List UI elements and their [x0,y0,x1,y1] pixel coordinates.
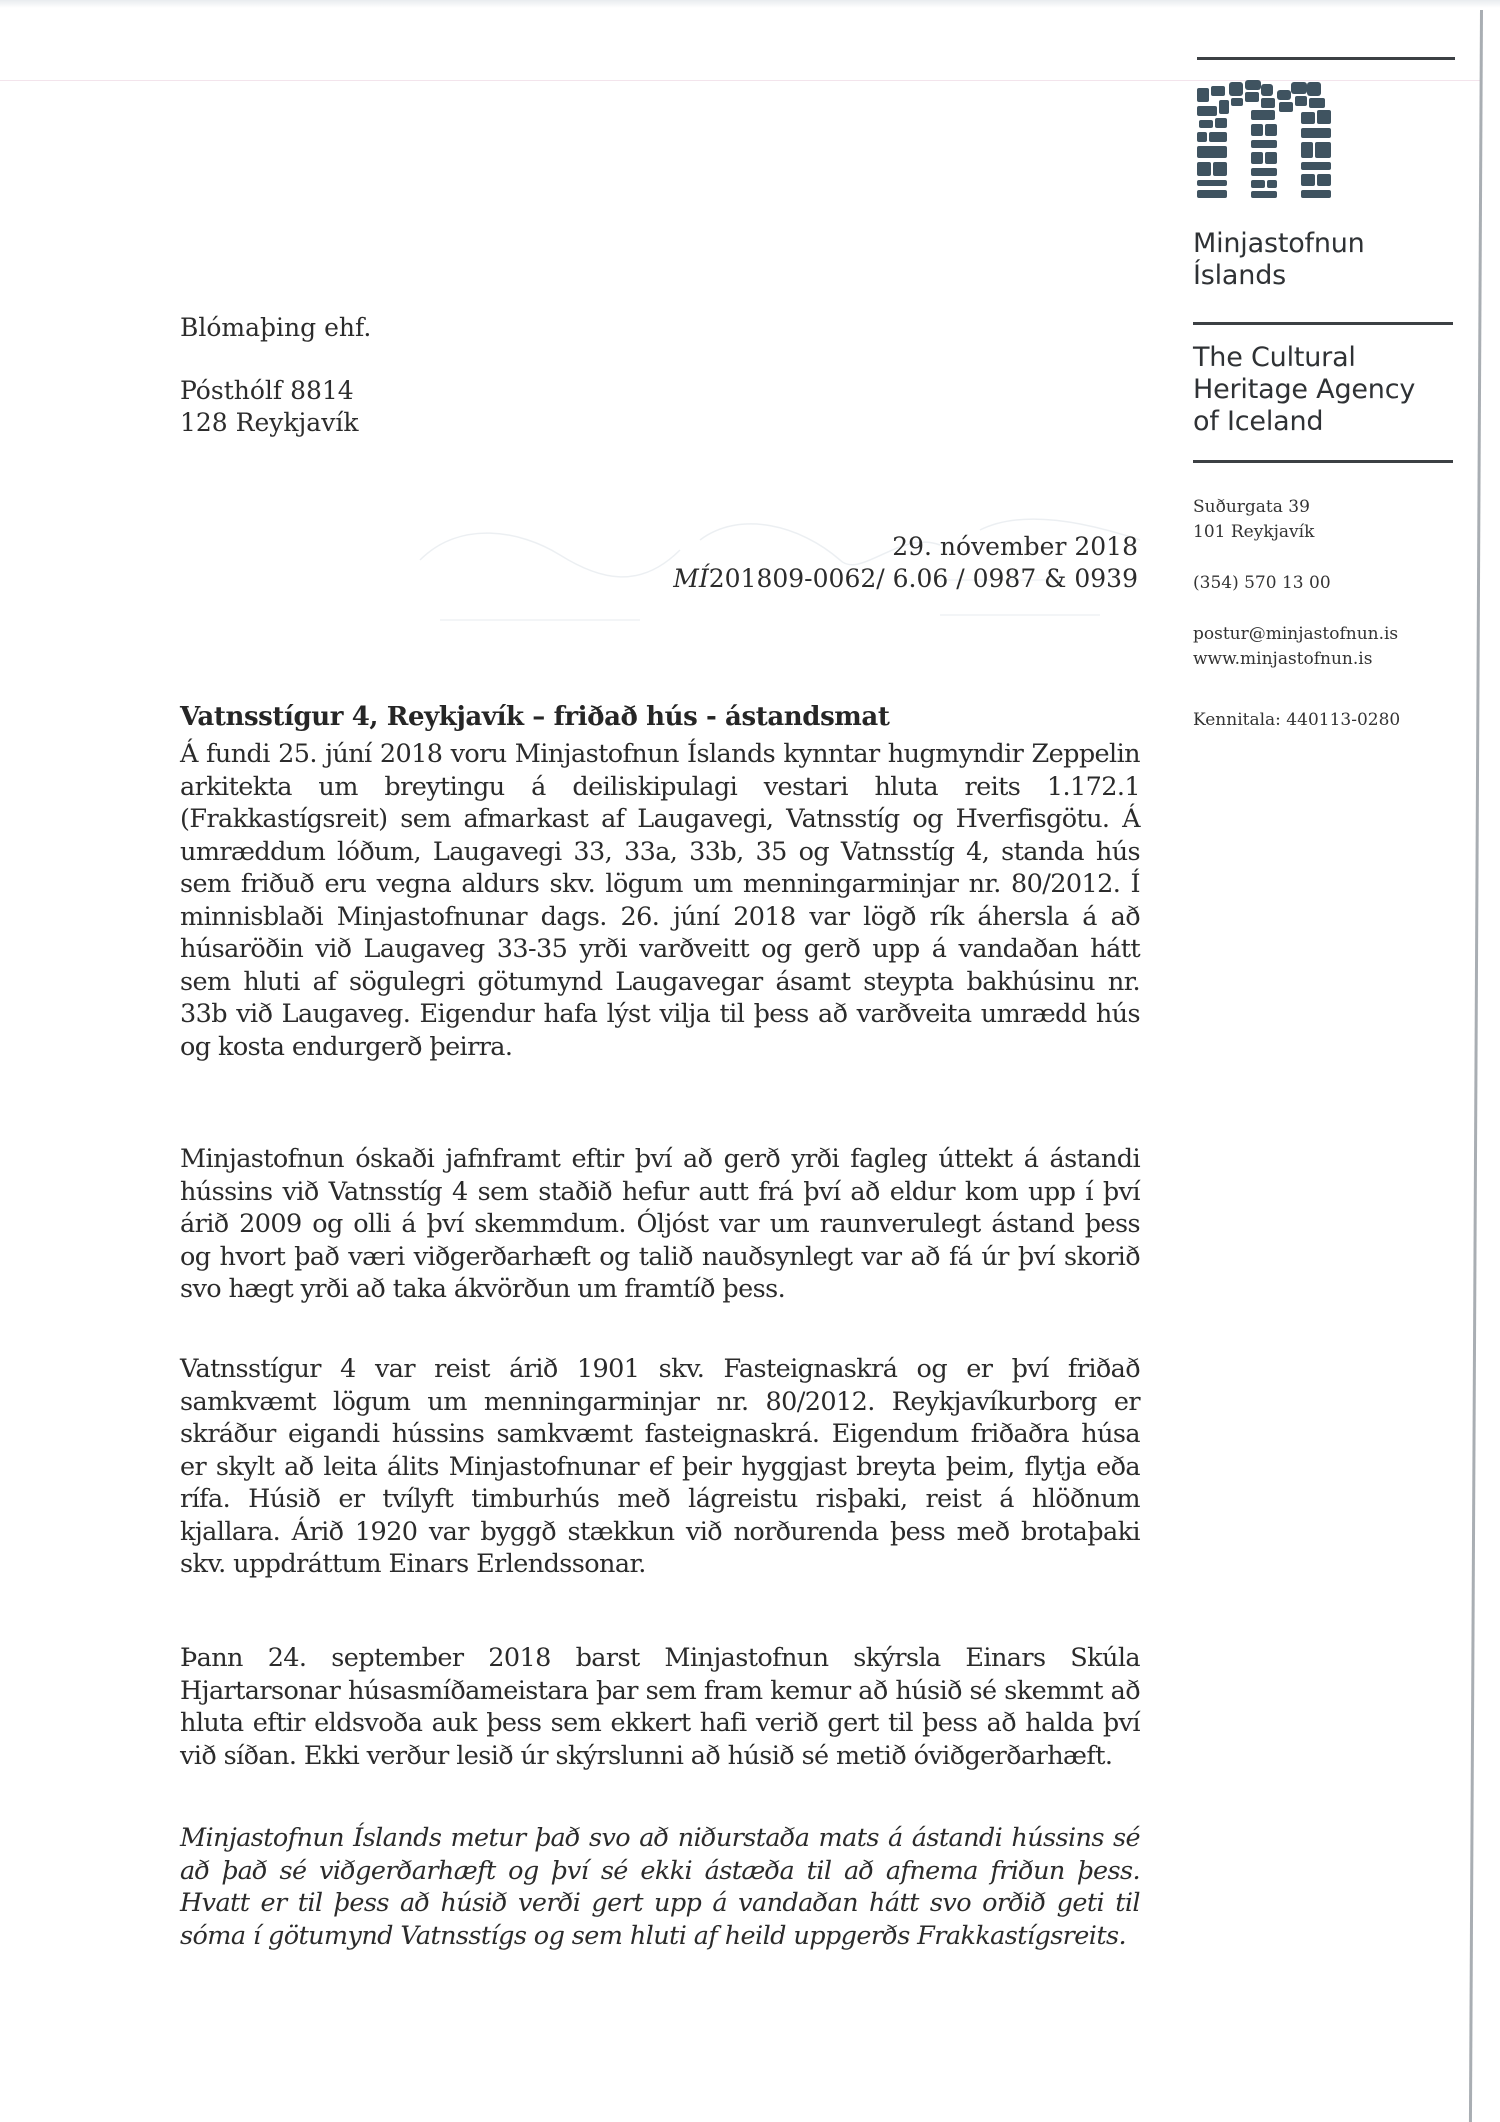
org-name-icelandic [1193,228,1365,292]
reference-prefix: MÍ [673,564,709,593]
paragraph-2: Minjastofnun óskaði jafnframt eftir því að gerð yrði fagleg úttekt á ástandi hússins við Vatnsstíg 4 sem staðið hefur autt frá því að eldur kom upp í því árið 2009 og olli á því skemmdum. Óljóst var um raunverulegt ástand þess og hvort það væri viðgerðarhæft og talið nauðsynlegt var að fá úr því skorið svo hægt yrði að taka ákvörðun um framtíð þess. [180,1144,1140,1304]
org-name-en-line2: Heritage Agency [1193,374,1416,405]
paragraph-4: Þann 24. september 2018 barst Minjastofnun skýrsla Einars Skúla Hjartarsonar húsasmíðameistara þar sem fram kemur að húsið sé skemmt að hluta eftir eldsvoða auk þess sem ekkert hafi verið gert til þess að halda því við síðan. Ekki verður lesið úr skýrslunni að húsið sé metið óviðgerðarhæft. [180,1643,1140,1771]
org-address [1193,495,1314,545]
org-phone: (354) 570 13 00 [1193,573,1331,593]
org-website-link[interactable]: www.minjastofnun.is [1193,649,1373,669]
paragraph-5-conclusion: Minjastofnun Íslands metur það svo að niðurstaða mats á ástandi hússins sé að það sé viðgerðarhæft og því sé ekki ástæða til að afnema friðun þess. Hvatt er til þess að húsið verði gert upp á vandaðan hátt svo orðið geti til sóma í götumynd Vatnsstígs og sem hluti af heild uppgerðs Frakkastígsreits. [180,1823,1140,1951]
letterhead-middle-rule [1193,322,1453,325]
reference-body: 201809-0062/ 6.06 / 0987 & 0939 [708,564,1138,593]
stone-m-logo-icon [1195,78,1340,203]
letterhead-top-rule [1197,57,1455,60]
recipient-address [180,375,358,439]
recipient-name: Blómaþing ehf. [180,313,372,342]
org-name-en-line3: of Iceland [1193,406,1324,437]
scan-top-edge [0,0,1500,8]
recipient-po-box: Pósthólf 8814 [180,376,354,405]
letter-date: 29. nóvember 2018 [892,532,1138,561]
paragraph-1: Á fundi 25. júní 2018 voru Minjastofnun Íslands kynntar hugmyndir Zeppelin arkitekta um breytingu á deiliskipulagi vestari hluta reits 1.172.1 (Frakkastígsreit) sem afmarkast af Laugavegi, Vatnsstíg og Hverfisgötu. Á umræddum lóðum, Laugavegi 33, 33a, 33b, 35 og Vatnsstíg 4, standa hús sem friðuð eru vegna aldurs skv. lögum um menningarminjar nr. 80/2012. Í minnisblaði Minjastofnunar dags. 26. júní 2018 var lögð rík áhersla á að húsaröðin við Laugaveg 33-35 yrði varðveitt og gerð upp á vandaðan hátt sem hluti af sögulegri götumynd Laugavegar ásamt steypta bakhúsinu nr. 33b við Laugaveg. Eigendur hafa lýst vilja til þess að varðveita umrædd hús og kosta endurgerð þeirra. [180,739,1140,1062]
org-name-english [1193,342,1415,438]
org-name-is-line1: Minjastofnun [1193,228,1365,259]
reference-number [673,563,1138,595]
org-name-en-line1: The Cultural [1193,342,1356,373]
paragraph-3: Vatnsstígur 4 var reist árið 1901 skv. Fasteignaskrá og er því friðað samkvæmt lögum um menningarminjar nr. 80/2012. Reykjavíkurborg er skráður eigandi hússins samkvæmt fasteignaskrá. Eigendum friðaðra húsa er skylt að leita álits Minjastofnunar ef þeir hyggjast breyta þeim, flytja eða rífa. Húsið er tvílyft timburhús með lágreistu risþaki, reist á hlöðnum kjallara. Árið 1920 var byggð stækkun við norðurenda þess með brotaþaki skv. uppdráttum Einars Erlendssonar. [180,1354,1140,1579]
org-kennitala: Kennitala: 440113-0280 [1193,710,1401,730]
recipient-city: 128 Reykjavík [180,408,359,437]
date-reference-block [673,531,1138,595]
org-contact-online [1193,622,1398,672]
org-street: Suðurgata 39 [1193,497,1310,517]
org-name-is-line2: Íslands [1193,260,1286,291]
scan-page-edge [1469,10,1483,2122]
letterhead-bottom-rule [1193,460,1453,463]
letter-subject: Vatnsstígur 4, Reykjavík – friðað hús - ástandsmat [180,702,890,732]
org-city: 101 Reykjavík [1193,522,1315,542]
org-email-link[interactable]: postur@minjastofnun.is [1193,624,1399,644]
